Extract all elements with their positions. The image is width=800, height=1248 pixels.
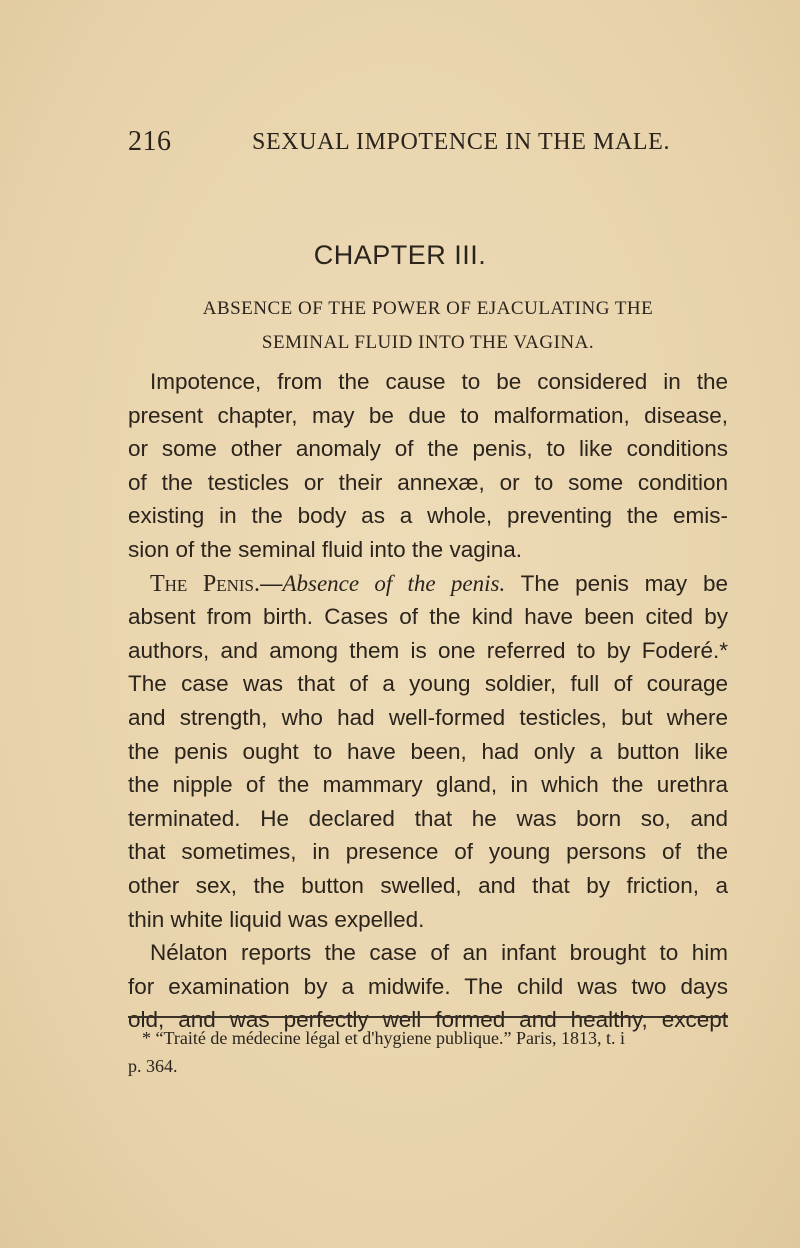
paragraph-2-line: authors, and among them is one referred to by Foderé.*	[128, 637, 728, 663]
paragraph-2-line: absent from birth. Cases of the kind have been cited by	[128, 604, 728, 630]
paragraph-1-line: sion of the seminal fluid into the vagina.	[128, 536, 522, 562]
body-text	[128, 365, 728, 1037]
chapter-subtitle-line-1: ABSENCE OF THE POWER OF EJACULATING THE	[202, 298, 654, 319]
running-head	[128, 124, 728, 160]
page-number: 216	[128, 126, 172, 157]
paragraph-1-line: present chapter, may be due to malformation, disease,	[128, 402, 728, 428]
paragraph-2-line: the nipple of the mammary gland, in which the urethra	[128, 772, 728, 798]
footnote-line-1: * “Traité de médecine légal et d'hygiene publique.” Paris, 1813, t. i	[142, 1028, 625, 1048]
paragraph-2-line: the penis ought to have been, had only a button like	[128, 738, 728, 764]
paragraph-1-line: or some other anomaly of the penis, to like conditions	[128, 436, 728, 462]
paragraph-3-line: Nélaton reports the case of an infant brought to him	[150, 940, 728, 966]
paragraph-2-line: that sometimes, in presence of young persons of the	[128, 839, 728, 865]
chapter-subtitle	[128, 294, 728, 361]
paragraph-2-line: other sex, the button swelled, and that by friction, a	[128, 872, 728, 898]
chapter-subtitle-line-2: SEMINAL FLUID INTO THE VAGINA.	[261, 331, 595, 353]
paragraph-1-line: existing in the body as a whole, preventing the emis-	[128, 503, 728, 529]
footnote-line-2: p. 364.	[128, 1056, 178, 1076]
footnote	[128, 1024, 728, 1080]
paragraph-3-line: for examination by a midwife. The child was two days	[128, 973, 728, 999]
paragraph-3-line: old, and was perfectly well formed and healthy, except	[128, 1007, 728, 1033]
chapter-heading: CHAPTER III.	[313, 240, 487, 270]
section-italic-title: Absence of the penis.	[282, 570, 506, 596]
paragraph-2-line: thin white liquid was expelled.	[128, 906, 425, 932]
paragraph-2-line: The case was that of a young soldier, full of courage	[128, 671, 728, 697]
section-dash: —	[259, 570, 283, 596]
paragraph-2-line: and strength, who had well-formed testicles, but where	[128, 704, 728, 730]
footnote-divider	[128, 1016, 728, 1018]
paragraph-2-line: terminated. He declared that he was born so, and	[128, 805, 728, 831]
section-lead: The Penis.	[150, 570, 260, 597]
paragraph-1-line: Impotence, from the cause to be considered in the	[150, 369, 728, 394]
paragraph-2-first-line	[128, 567, 728, 601]
paragraph-1-line: of the testicles or their annexæ, or to some condition	[128, 469, 728, 495]
paragraph-2-line-rest: The penis may be	[505, 570, 728, 596]
running-title: SEXUAL IMPOTENCE IN THE MALE.	[252, 129, 671, 155]
